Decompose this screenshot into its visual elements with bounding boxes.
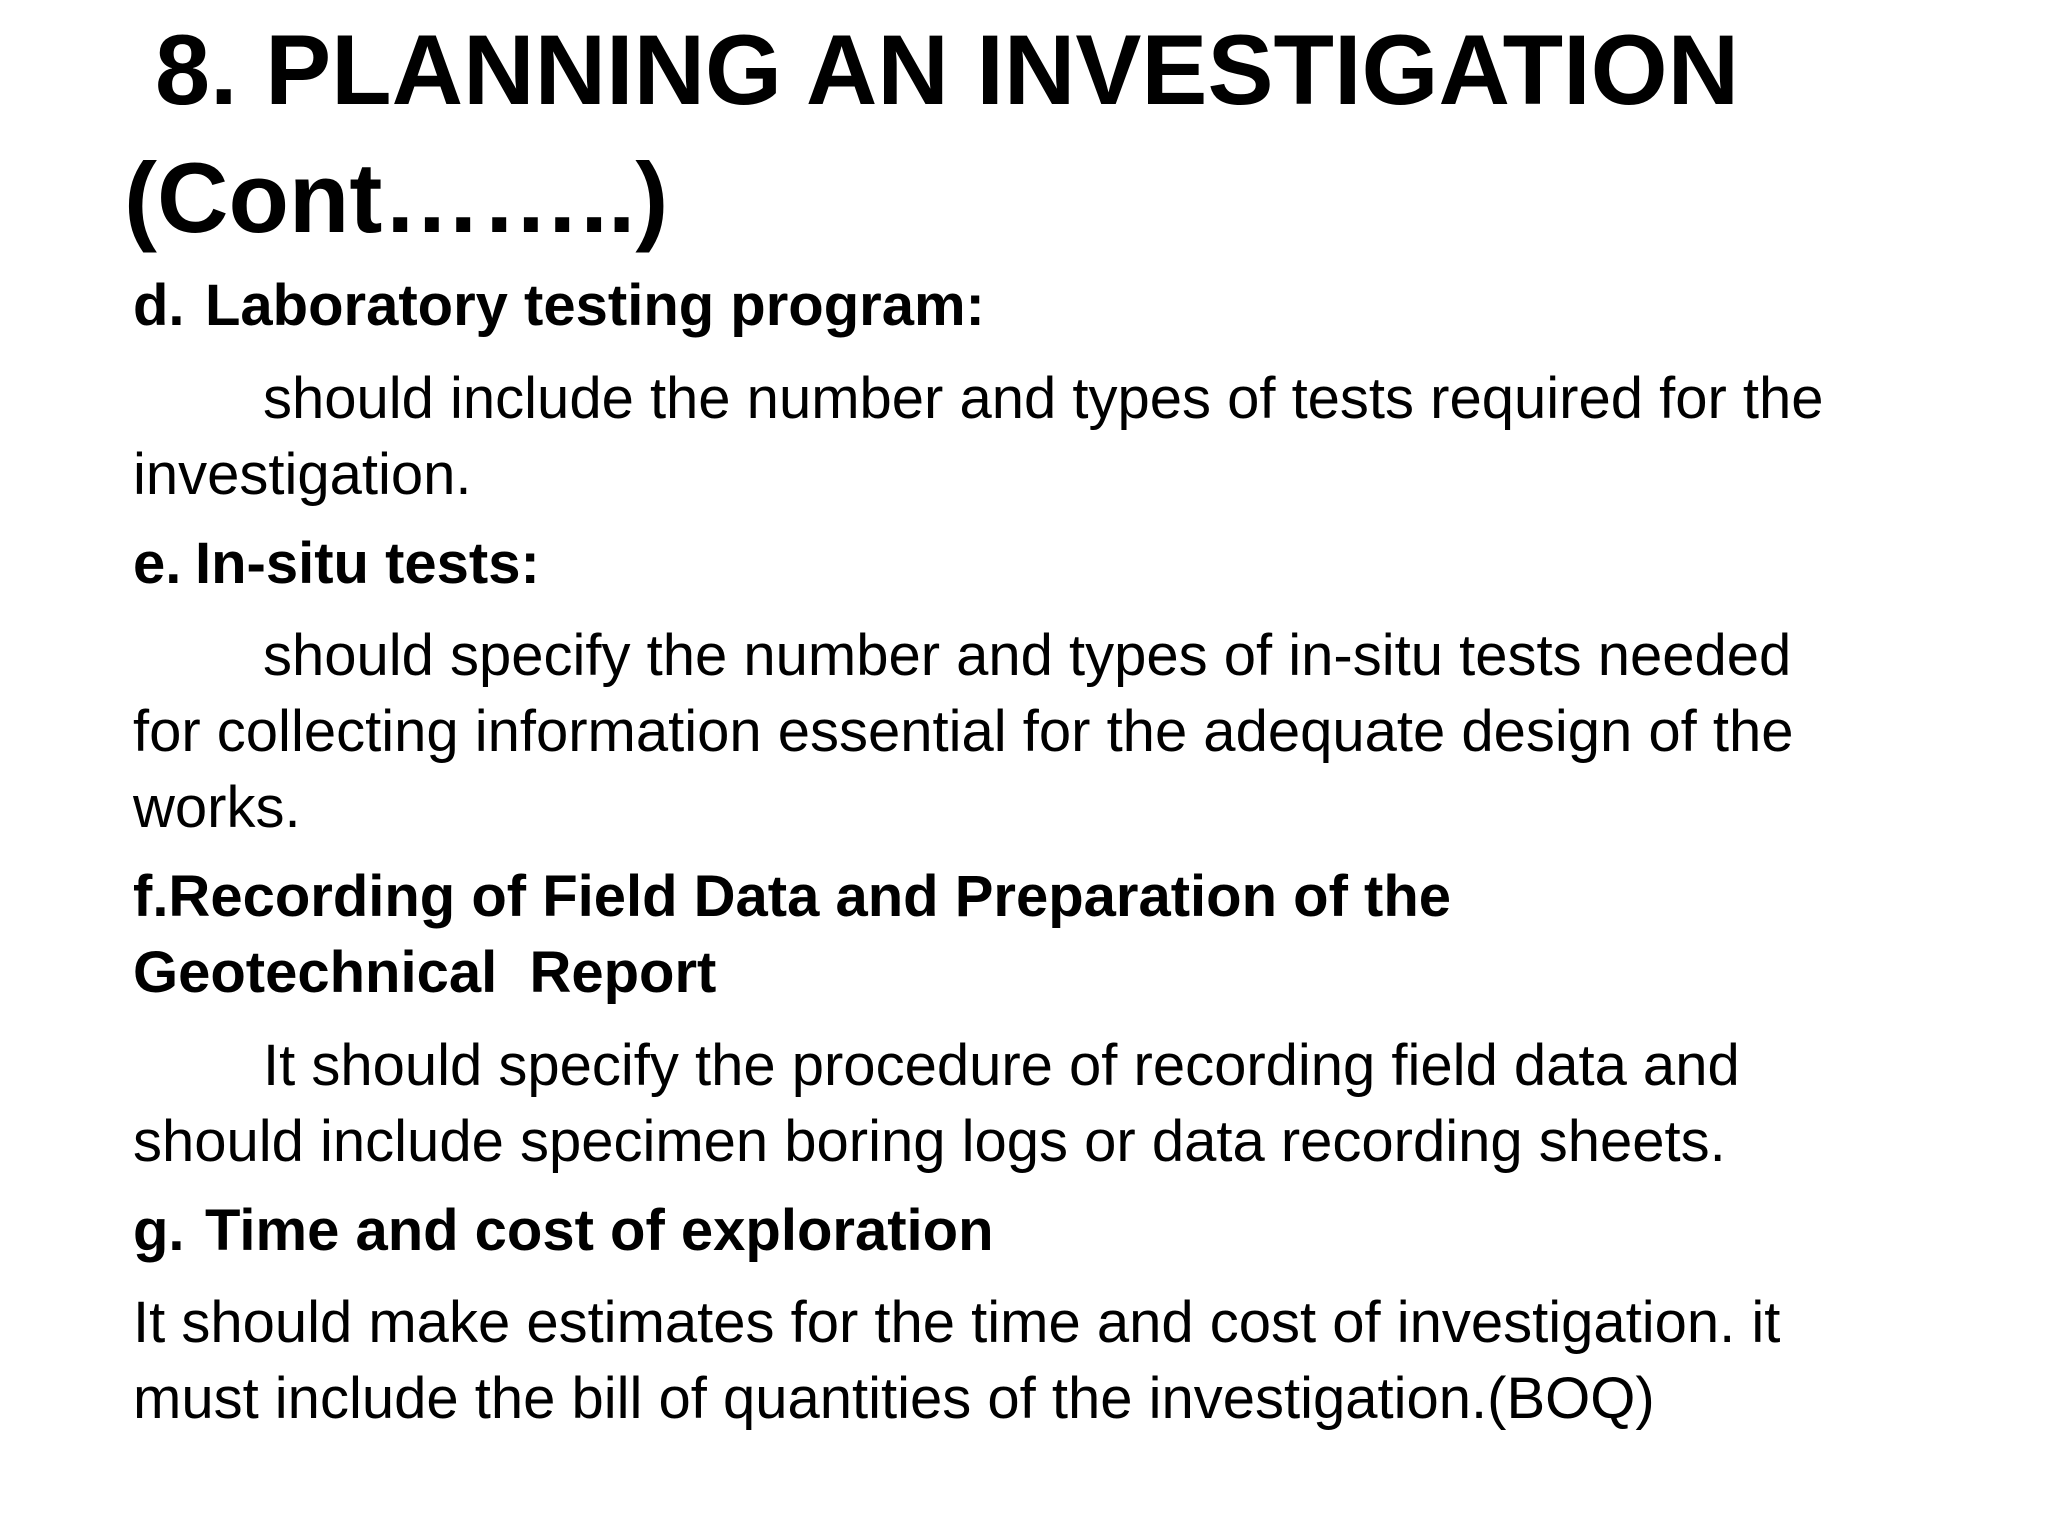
section-d-body-line-1: should include the number and types of tests required for the (263, 366, 1824, 431)
section-f-body-line-1: It should specify the procedure of recording field data and (263, 1033, 1740, 1098)
section-f-body-line-2: should include specimen boring logs or data recording sheets. (133, 1109, 1726, 1174)
section-d-heading (133, 273, 985, 338)
section-g-body-line-1: It should make estimates for the time and cost of investigation. it (133, 1290, 1781, 1355)
section-f-heading-line-1: f.Recording of Field Data and Preparation of the (133, 864, 1451, 929)
section-g-marker: g. (133, 1198, 185, 1263)
section-g-heading-text: Time and cost of exploration (205, 1198, 994, 1263)
section-g-heading (133, 1198, 994, 1263)
section-e-body-line-2: for collecting information essential for the adequate design of the (133, 699, 1794, 764)
section-e-marker: e. (133, 531, 182, 596)
section-e-body-line-3: works. (133, 775, 301, 840)
section-f-heading-line-2: Geotechnical Report (133, 940, 717, 1005)
section-g-body-line-2: must include the bill of quantities of the investigation.(BOQ) (133, 1366, 1655, 1431)
slide-title-line-2: (Cont……..) (124, 142, 669, 253)
section-d-heading-text: Laboratory testing program: (205, 273, 985, 338)
section-d-marker: d. (133, 273, 185, 338)
section-e-body-line-1: should specify the number and types of in-situ tests needed (263, 623, 1792, 688)
section-e-heading-text: In-situ tests: (195, 531, 540, 596)
section-e-heading (133, 531, 540, 596)
section-d-body-line-2: investigation. (133, 442, 472, 507)
slide-title-line-1: 8. PLANNING AN INVESTIGATION (155, 14, 1740, 125)
